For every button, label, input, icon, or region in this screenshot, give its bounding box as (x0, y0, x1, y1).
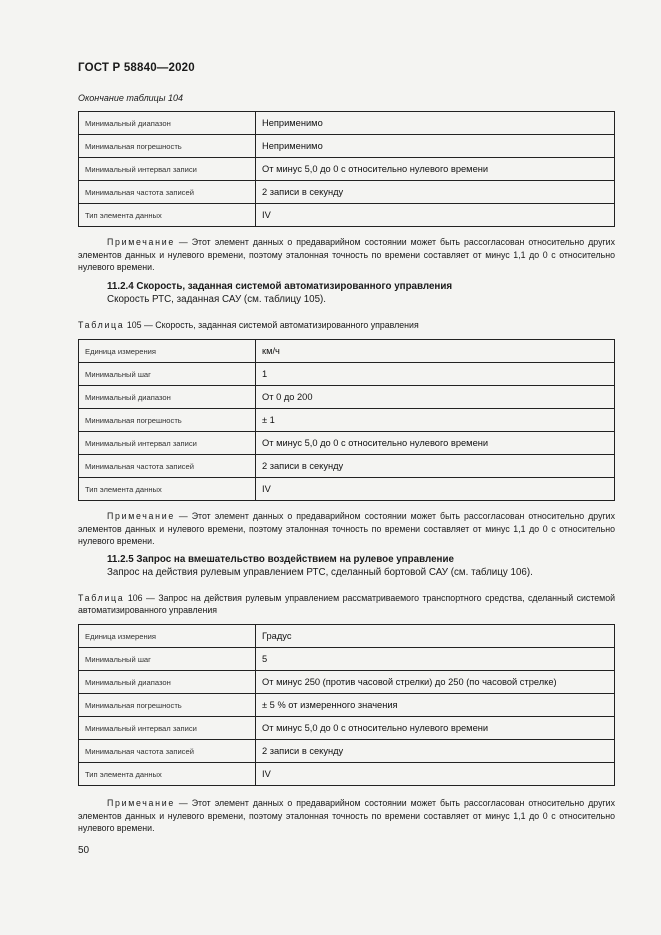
note-2 (78, 510, 615, 548)
row-value: От минус 250 (против часовой стрелки) до 250 (по часовой стрелке) (256, 671, 615, 694)
row-value: IV (256, 204, 615, 227)
row-value: ± 1 (256, 409, 615, 432)
table-row (79, 363, 615, 386)
row-key: Минимальная погрешность (79, 135, 256, 158)
table-105 (78, 339, 615, 501)
row-key: Минимальная погрешность (79, 409, 256, 432)
row-key: Единица измерения (79, 625, 256, 648)
section-paragraph-11-2-5: Запрос на действия рулевым управлением РТС, сделанный бортовой САУ (см. таблицу 106). (107, 567, 533, 578)
caption-text: 106 — Запрос на действия рулевым управлением рассматриваемого транспортного средства, сделанный системой автоматизированного управления (78, 593, 615, 616)
table-row (79, 763, 615, 786)
table-row (79, 671, 615, 694)
row-key: Минимальный шаг (79, 648, 256, 671)
row-key: Минимальная частота записей (79, 181, 256, 204)
row-key: Минимальная частота записей (79, 740, 256, 763)
row-value: От минус 5,0 до 0 с относительно нулевого времени (256, 717, 615, 740)
section-heading-11-2-4: 11.2.4 Скорость, заданная системой автоматизированного управления (107, 281, 453, 292)
row-value: 1 (256, 363, 615, 386)
note-dash: — (174, 511, 192, 521)
note-label: Примечание (107, 798, 175, 808)
row-value: От 0 до 200 (256, 386, 615, 409)
row-value: Неприменимо (256, 135, 615, 158)
row-key: Минимальный интервал записи (79, 432, 256, 455)
row-value: 2 записи в секунду (256, 740, 615, 763)
caption-text: 105 — Скорость, заданная системой автоматизированного управления (124, 320, 419, 330)
row-value: IV (256, 763, 615, 786)
table-105-caption (78, 319, 615, 331)
row-value: Неприменимо (256, 112, 615, 135)
table-continuation-label: Окончание таблицы 104 (78, 93, 183, 103)
caption-label: Таблица (78, 593, 125, 603)
note-text: Этот элемент данных о предаварийном состоянии может быть рассогласован относительно других элементов данных и нулевого времени, поэтому эталонная точность по времени составляет от минус 1,1 до 0 с относительно нулевого времени. (78, 511, 615, 547)
table-row (79, 455, 615, 478)
row-key: Минимальный диапазон (79, 112, 256, 135)
row-key: Тип элемента данных (79, 204, 256, 227)
row-key: Минимальная погрешность (79, 694, 256, 717)
note-label: Примечание (107, 237, 175, 247)
row-key: Тип элемента данных (79, 478, 256, 501)
table-row (79, 432, 615, 455)
row-value: 2 записи в секунду (256, 181, 615, 204)
row-key: Минимальная частота записей (79, 455, 256, 478)
caption-label: Таблица (78, 320, 125, 330)
table-row (79, 625, 615, 648)
table-104 (78, 111, 615, 227)
row-key: Тип элемента данных (79, 763, 256, 786)
table-row (79, 204, 615, 227)
note-3 (78, 797, 615, 835)
table-106 (78, 624, 615, 786)
note-text: Этот элемент данных о предаварийном состоянии может быть рассогласован относительно других элементов данных и нулевого времени, поэтому эталонная точность по времени составляет от минус 1,1 до 0 с относительно нулевого времени. (78, 237, 615, 273)
row-key: Минимальный интервал записи (79, 717, 256, 740)
table-row (79, 158, 615, 181)
note-label: Примечание (107, 511, 175, 521)
row-value: Градус (256, 625, 615, 648)
note-dash: — (174, 237, 192, 247)
row-value: От минус 5,0 до 0 с относительно нулевого времени (256, 432, 615, 455)
table-row (79, 135, 615, 158)
note-1 (78, 236, 615, 274)
table-row (79, 648, 615, 671)
document-code: ГОСТ Р 58840—2020 (78, 62, 195, 74)
table-row (79, 112, 615, 135)
section-heading-11-2-5: 11.2.5 Запрос на вмешательство воздействием на рулевое управление (107, 554, 454, 565)
row-key: Минимальный интервал записи (79, 158, 256, 181)
row-value: ± 5 % от измеренного значения (256, 694, 615, 717)
table-row (79, 694, 615, 717)
row-key: Минимальный диапазон (79, 671, 256, 694)
table-106-caption (78, 592, 615, 617)
table-row (79, 386, 615, 409)
row-key: Единица измерения (79, 340, 256, 363)
note-text: Этот элемент данных о предаварийном состоянии может быть рассогласован относительно других элементов данных и нулевого времени, поэтому эталонная точность по времени составляет от минус 1,1 до 0 с относительно нулевого времени. (78, 798, 615, 834)
row-value: км/ч (256, 340, 615, 363)
row-value: 5 (256, 648, 615, 671)
table-row (79, 409, 615, 432)
note-dash: — (174, 798, 192, 808)
section-paragraph-11-2-4: Скорость РТС, заданная САУ (см. таблицу 105). (107, 294, 327, 305)
page-number: 50 (78, 845, 90, 856)
table-row (79, 340, 615, 363)
row-value: IV (256, 478, 615, 501)
table-row (79, 478, 615, 501)
row-value: 2 записи в секунду (256, 455, 615, 478)
row-key: Минимальный шаг (79, 363, 256, 386)
table-row (79, 181, 615, 204)
table-row (79, 740, 615, 763)
row-value: От минус 5,0 до 0 с относительно нулевого времени (256, 158, 615, 181)
table-row (79, 717, 615, 740)
row-key: Минимальный диапазон (79, 386, 256, 409)
